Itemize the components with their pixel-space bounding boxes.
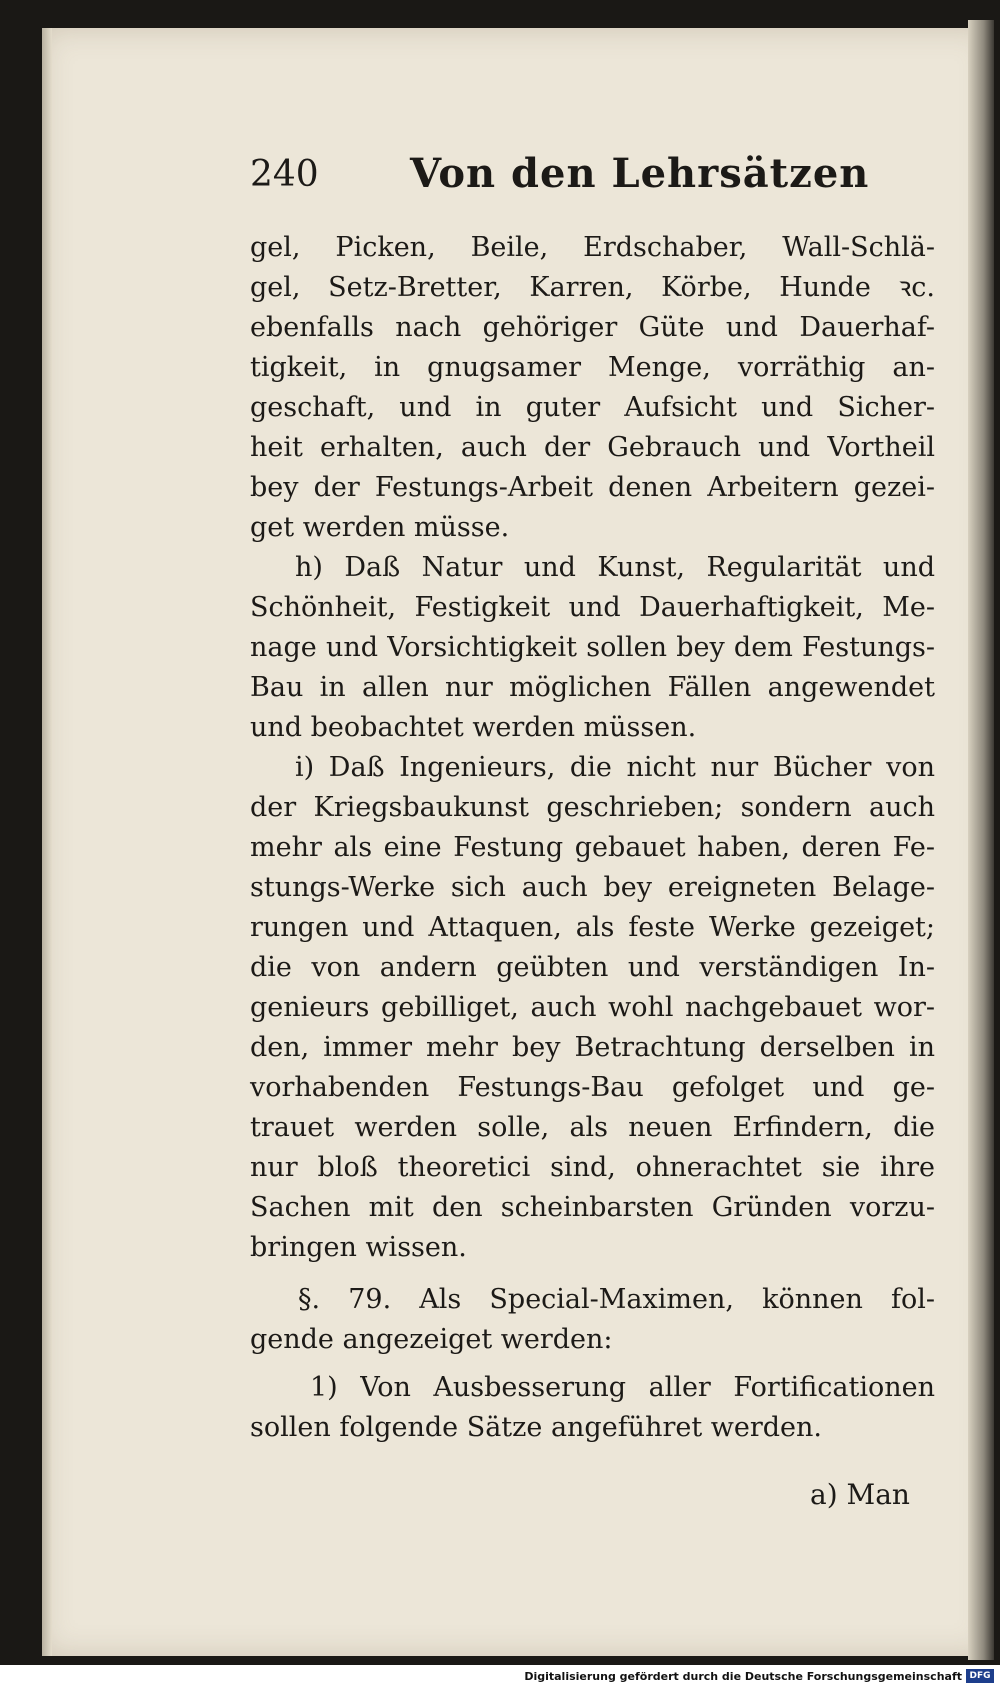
page-number: 240 <box>250 154 319 195</box>
paragraph-i-start: i) Daß Ingenieurs, die nicht nur Bücher von <box>295 752 935 783</box>
text-line: Schönheit, Festigkeit und Dauerhaftigkeit, Me- <box>250 592 935 623</box>
text-line: bey der Festungs-Arbeit denen Arbeitern gezei- <box>250 472 935 503</box>
text-line: trauet werden solle, als neuen Erfindern, die <box>250 1112 935 1143</box>
funding-credit: Digitalisierung gefördert durch die Deutsche Forschungsgemeinschaft <box>524 1670 962 1683</box>
running-title: Von den Lehrsätzen <box>410 150 870 197</box>
body-text <box>250 228 935 1448</box>
text-line: get werden müsse. <box>250 512 510 543</box>
text-line: nur bloß theoretici sind, ohnerachtet sie ihre <box>250 1152 935 1183</box>
running-head <box>250 150 950 210</box>
text-line: mehr als eine Festung gebauet haben, deren Fe- <box>250 832 935 863</box>
text-line: den, immer mehr bey Betrachtung derselben in <box>250 1032 935 1063</box>
text-line: genieurs gebilliget, auch wohl nachgebauet wor- <box>250 992 935 1023</box>
text-line: Sachen mit den scheinbarsten Gründen vorzu- <box>250 1192 935 1223</box>
text-line: bringen wissen. <box>250 1232 467 1263</box>
dfg-logo-icon: DFG <box>966 1669 994 1683</box>
text-line: und beobachtet werden müssen. <box>250 712 697 743</box>
text-line: nage und Vorsichtigkeit sollen bey dem Festungs- <box>250 632 935 663</box>
text-line: gel, Picken, Beile, Erdschaber, Wall-Schlä- <box>250 232 935 263</box>
text-line: tigkeit, in gnugsamer Menge, vorräthig an- <box>250 352 935 383</box>
text-line: Bau in allen nur möglichen Fällen angewendet <box>250 672 935 703</box>
text-line: heit erhalten, auch der Gebrauch und Vortheil <box>250 432 935 463</box>
paragraph-h-start: h) Daß Natur und Kunst, Regularität und <box>295 552 935 583</box>
item-1-start: 1) Von Ausbesserung aller Fortificationen <box>310 1372 935 1403</box>
page-gutter <box>42 28 52 1656</box>
text-line: stungs-Werke sich auch bey ereigneten Belage- <box>250 872 935 903</box>
text-line: vorhabenden Festungs-Bau gefolget und ge- <box>250 1072 935 1103</box>
page-fore-edge <box>968 20 994 1660</box>
text-line: ebenfalls nach gehöriger Güte und Dauerhaf- <box>250 312 935 343</box>
text-line: sollen folgende Sätze angeführet werden. <box>250 1412 823 1443</box>
catchword: a) Man <box>810 1478 910 1511</box>
text-line: gende angezeiget werden: <box>250 1324 613 1355</box>
text-line: der Kriegsbaukunst geschrieben; sondern auch <box>250 792 935 823</box>
text-line: geschaft, und in guter Aufsicht und Sicher- <box>250 392 935 423</box>
section-79-heading: §. 79. Als Special-Maximen, können fol- <box>298 1284 935 1315</box>
digitization-footer <box>0 1665 1000 1689</box>
text-line: die von andern geübten und verständigen In- <box>250 952 935 983</box>
text-line: rungen und Attaquen, als feste Werke gezeiget; <box>250 912 935 943</box>
text-line: gel, Setz-Bretter, Karren, Körbe, Hunde ꝛc. <box>250 272 935 303</box>
